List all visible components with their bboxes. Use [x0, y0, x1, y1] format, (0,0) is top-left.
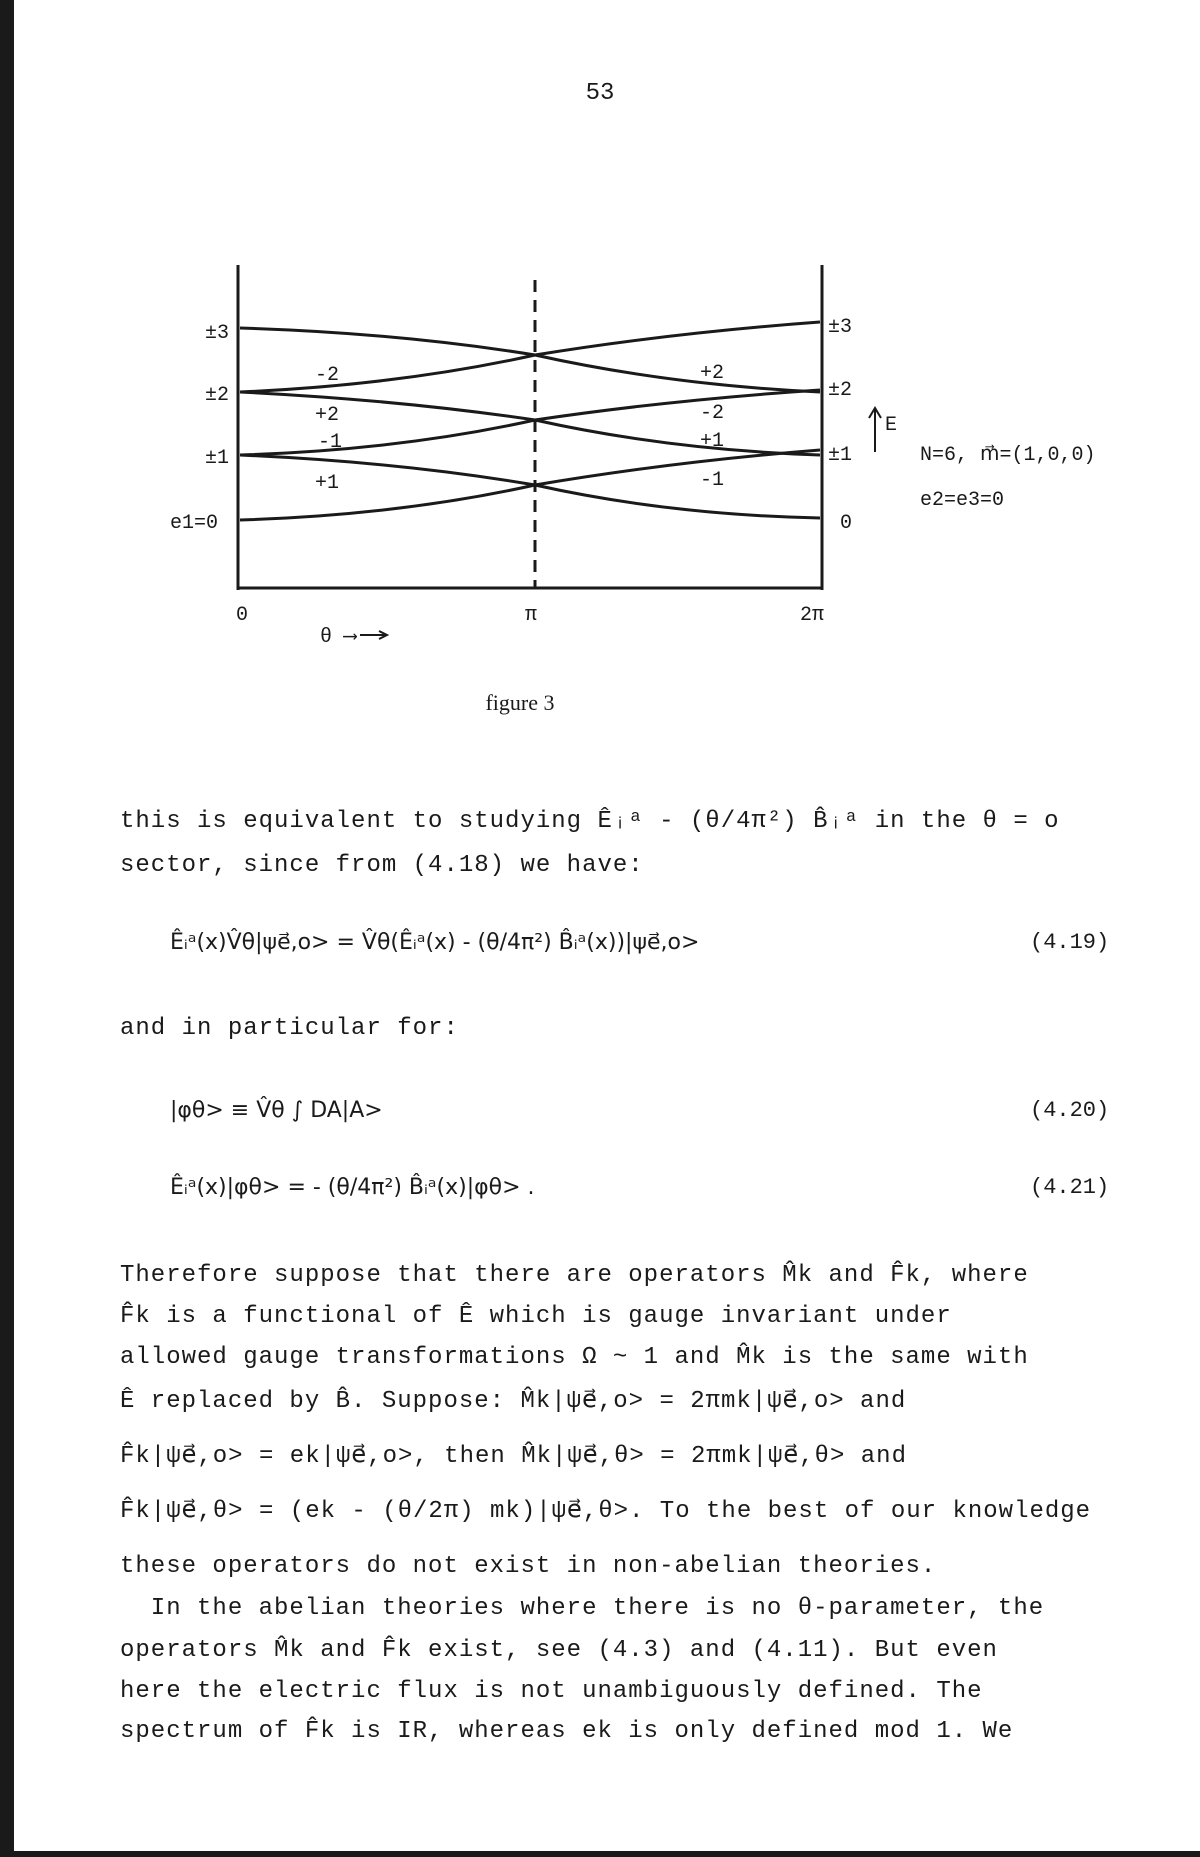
curve-label: -2 [315, 364, 340, 387]
paragraph-line: F̂k is a functional of Ê which is gauge invariant under [120, 1303, 952, 1330]
equation-number: (4.20) [1030, 1098, 1110, 1123]
curve-label: -1 [700, 469, 725, 492]
page-number: 53 [585, 80, 615, 107]
text-line: sector, since from (4.18) we have: [120, 852, 644, 879]
ylabel-left: ±2 [205, 384, 230, 407]
xlabel: 2π [800, 604, 825, 627]
ylabel-right: ±3 [828, 316, 853, 339]
paragraph-line: F̂k|ψe⃗,θ> = (ek - (θ/2π) mk)|ψe⃗,θ>. To the best of our knowledge [120, 1498, 1092, 1525]
ylabel-right: ±2 [828, 379, 853, 402]
paragraph-line: allowed gauge transformations Ω ~ 1 and M̂k is the same with [120, 1344, 1029, 1371]
equation-number: (4.21) [1030, 1175, 1110, 1200]
text-line: this is equivalent to studying Êᵢᵃ - (θ/4π²) B̂ᵢᵃ in the θ = o [120, 808, 1060, 835]
theta-axis-label: θ ⟶ [320, 626, 357, 649]
ylabel-left: ±1 [205, 447, 230, 470]
paragraph-line: In the abelian theories where there is no θ-parameter, the [120, 1595, 1045, 1622]
equation-4-19: Êᵢᵃ(x)V̂θ|ψe⃗,o> = V̂θ(Êᵢᵃ(x) - (θ/4π²) B̂ᵢᵃ(x))|ψe⃗,o> [170, 930, 700, 955]
equation-number: (4.19) [1030, 930, 1110, 955]
xlabel: π [525, 604, 538, 627]
ylabel-right: 0 [840, 512, 853, 535]
paragraph-line: operators M̂k and F̂k exist, see (4.3) and (4.11). But even [120, 1637, 998, 1664]
paragraph-line: F̂k|ψe⃗,o> = ek|ψe⃗,o>, then M̂k|ψe⃗,θ> = 2πmk|ψe⃗,θ> and [120, 1443, 907, 1470]
param-label: e2=e3=0 [920, 489, 1005, 512]
equation-4-20: |φθ> ≡ V̂θ ∫ DA|A> [170, 1098, 383, 1123]
equation-4-21: Êᵢᵃ(x)|φθ> = - (θ/4π²) B̂ᵢᵃ(x)|φθ> . [170, 1175, 535, 1200]
ylabel-right: ±1 [828, 444, 853, 467]
scan-left-edge [0, 0, 14, 1857]
paragraph-line: Ê replaced by B̂. Suppose: M̂k|ψe⃗,o> = 2πmk|ψe⃗,o> and [120, 1388, 907, 1415]
text-line: and in particular for: [120, 1015, 459, 1042]
figure-caption: figure 3 [485, 690, 555, 715]
ylabel-left: e1=0 [170, 512, 219, 535]
curve-label: +2 [700, 362, 725, 385]
xlabel: 0 [236, 604, 249, 627]
energy-level-figure [150, 255, 1110, 655]
param-label: N=6, m⃗=(1,0,0) [920, 444, 1096, 467]
curve-label: +1 [700, 430, 725, 453]
paragraph-line: spectrum of F̂k is IR, whereas ek is only defined mod 1. We [120, 1718, 1014, 1745]
curve-label: -2 [700, 402, 725, 425]
paragraph-line: Therefore suppose that there are operators M̂k and F̂k, where [120, 1262, 1029, 1289]
scan-bottom-edge [0, 1851, 1200, 1857]
curve-label: +1 [315, 472, 340, 495]
curve-label: +2 [315, 404, 340, 427]
paragraph-line: here the electric flux is not unambiguously defined. The [120, 1678, 983, 1705]
curve-label: -1 [318, 431, 343, 454]
paragraph-line: these operators do not exist in non-abelian theories. [120, 1553, 937, 1580]
curve-level-3 [240, 322, 820, 355]
energy-label: E [885, 414, 898, 437]
ylabel-left: ±3 [205, 322, 230, 345]
